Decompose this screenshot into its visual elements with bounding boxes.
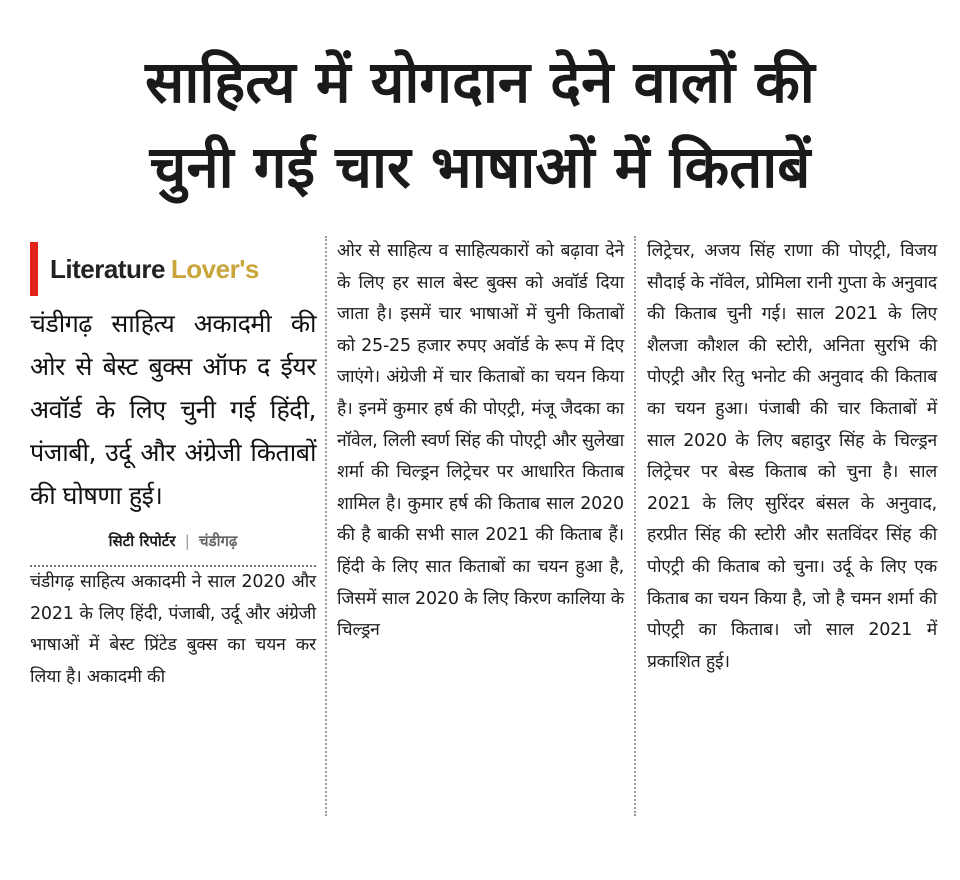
column-middle [337,236,624,647]
article-column-3: लिट्रेचर, अजय सिंह राणा की पोएट्री, विजय सौदाई के नॉवेल, प्रोमिला रानी गुप्ता के अनुवाद की किताब चुनी गई। साल 2021 के लिए शैलजा कौशल की स्टोरी, अनिता सुरभि की पोएट्री और रितु भनोट की अनुवाद की किताब का चयन हुआ। पंजाबी की चार किताबों में साल 2020 के लिए बहादुर सिंह के चिल्ड्रन लिट्रेचर पर बेस्ड किताब को चुना है। साल 2021 के लिए सुरिंदर बंसल के अनुवाद, हरप्रीत सिंह की स्टोरी और सतविंदर सिंह की पोएट्री की किताब को चुना। उर्दू के लिए एक किताब का चयन किया है, जो है चमन शर्मा की पोएट्री का किताब। जो साल 2021 में प्रकाशित हुई। [647,241,937,672]
article-column-1: चंडीगढ़ साहित्य अकादमी ने साल 2020 और 2021 के लिए हिंदी, पंजाबी, उर्दू और अंग्रेजी भाषाओं में बेस्ट प्रिंटेड बुक्स का चयन कर लिया है। अकादमी की [30,572,316,687]
byline-place: चंडीगढ़ [199,532,238,550]
article-column-2: ओर से साहित्य व साहित्यकारों को बढ़ावा देने के लिए हर साल बेस्ट बुक्स को अवॉर्ड दिया जाता है। इसमें चार भाषाओं में चुनी किताबों को 25-25 हजार रुपए अवॉर्ड के रूप में दिए जाएंगे। अंग्रेजी में चार किताबों का चयन किया है। इनमें कुमार हर्ष की पोएट्री, मंजू जैदका का नॉवेल, लिली स्वर्ण सिंह की पोएट्री और सुलेखा शर्मा की चिल्ड्रन लिट्रेचर पर आधारित किताब शामिल है। कुमार हर्ष की किताब साल 2020 की है बाकी सभी साल 2021 की किताब हैं। हिंदी के लिए सात किताबों का चयन हुआ है, जिसमें साल 2020 के लिए किरण कालिया के चिल्ड्रन [337,241,624,641]
headline [18,40,942,210]
rubric-word-literature: Literature [50,253,165,284]
column-divider-1 [325,236,327,816]
rubric-word-lovers: Lover's [170,253,259,284]
column-left [30,242,316,693]
byline-separator: | [184,532,190,550]
column-divider-2 [634,236,636,816]
column-right [647,236,937,678]
byline-reporter: सिटी रिपोर्टर [108,532,176,550]
section-rubric [30,242,316,296]
byline [30,531,316,567]
headline-line-2: चुनी गई चार भाषाओं में किताबें [149,133,811,201]
deck-summary: चंडीगढ़ साहित्य अकादमी की ओर से बेस्ट बुक्स ऑफ द ईयर अवॉर्ड के लिए चुनी गई हिंदी, पंजाबी, उर्दू और अंग्रेजी किताबों की घोषणा हुई। [30,309,316,510]
headline-line-1: साहित्य में योगदान देने वालों की [145,48,815,116]
